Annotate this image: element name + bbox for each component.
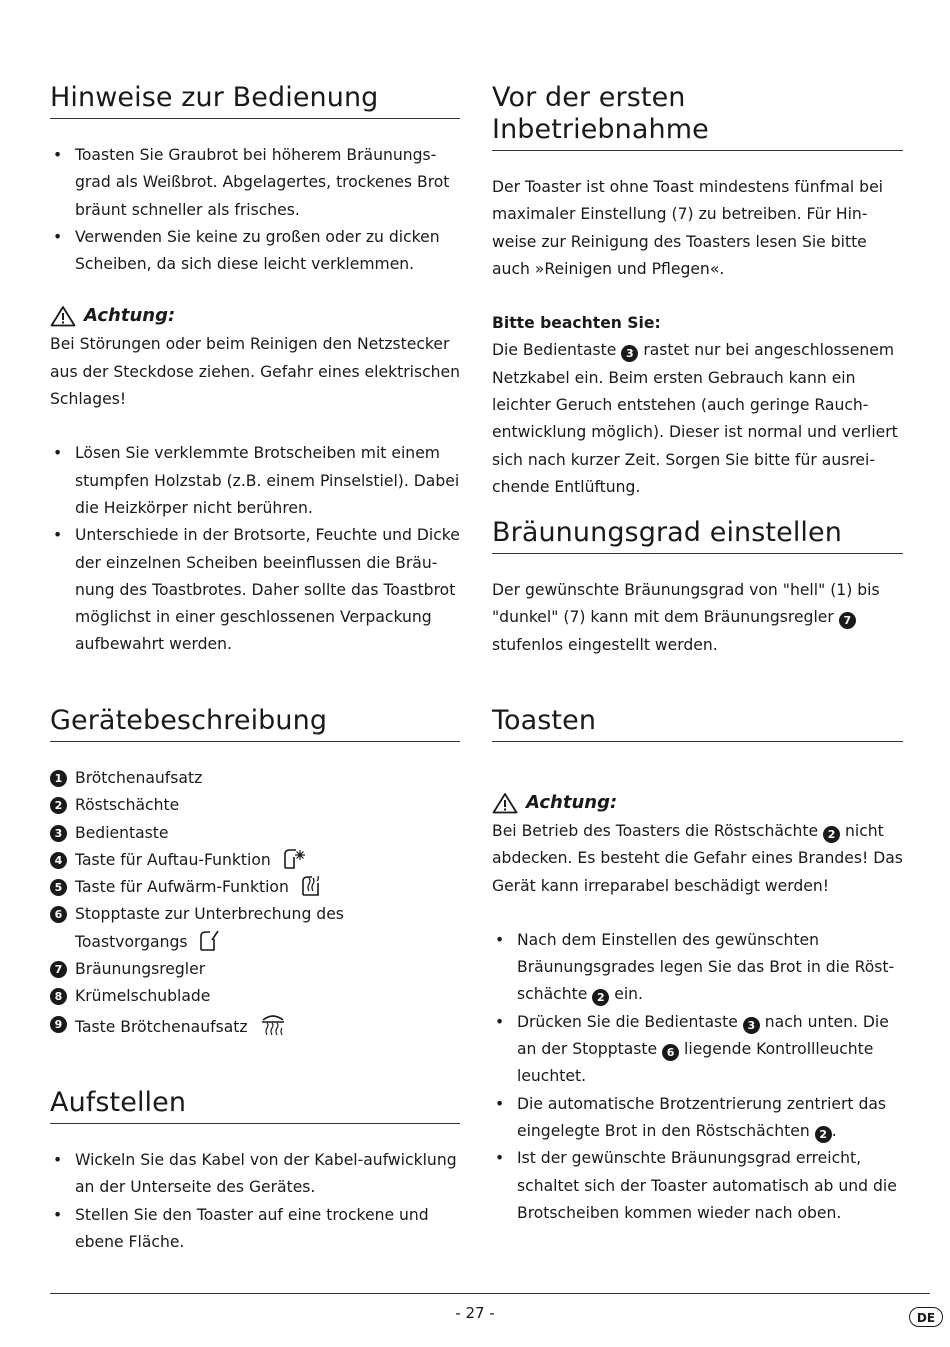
first-use-section [492,82,903,501]
list-item: • Lösen Sie verklemmte Brotscheiben mit einem stumpfen Holzstab (z.B. einem Pinselstiel). Dabei die Heizkörper nicht berühren. [50,440,460,522]
part-item [50,847,460,874]
warning-heading [492,790,903,816]
warning-text: Bei Störungen oder beim Reinigen den Netzstecker aus der Steckdose ziehen. Gefahr eines elektrischen Schlages! [50,335,461,409]
toasting-bullets [492,927,903,1227]
warning-label: Achtung: [526,792,618,813]
warning-heading [50,303,460,329]
note-text: Die Bedientaste 3 rastet nur bei angeschlossenem Netzkabel ein. Beim ersten Gebrauch kann ein leichter Geruch entstehen (auch geringe Rauch-entwicklung möglich). Dieser ist normal und verliert sich nach kurzer Zeit. Sorgen Sie bitte für ausrei-chende Entlüftung. [492,341,898,496]
part-number: 3 [743,1017,760,1034]
part-label: Röstschächte [75,796,180,815]
part-number: 2 [592,989,609,1006]
warning-label: Achtung: [84,305,176,327]
setup-bullets [50,1147,460,1256]
description-section [50,705,460,1041]
part-item [50,901,460,956]
part-item [50,983,460,1010]
part-number: 9 [50,1016,67,1033]
list-item: • Drücken Sie die Bedientaste 3 nach unten. Die an der Stopptaste 6 liegende Kontrollleuchte leuchtet. [492,1009,903,1091]
toasting-section [492,705,903,1227]
defrost-icon [282,848,306,870]
part-number: 2 [823,826,840,843]
part-label: Krümelschublade [75,987,211,1006]
list-item: • Verwenden Sie keine zu großen oder zu dicken Scheiben, da sich diese leicht verklemmen. [50,224,460,279]
reheat-icon [300,875,324,897]
list-item: • Die automatische Brotzentrierung zentriert das eingelegte Brot in den Röstschächten 2 . [492,1091,903,1146]
part-label: Brötchenaufsatz [75,769,203,787]
part-number: 8 [50,988,67,1005]
part-item [50,874,460,901]
usage-heading: Hinweise zur Bedienung [50,82,460,119]
list-item: • Unterschiede in der Brotsorte, Feuchte und Dicke der einzelnen Scheiben beeinflussen die Bräu-nung des Toastbrotes. Daher sollte das Toastbrot möglichst in einer geschlossenen Verpackung aufbewahrt werden. [50,522,460,658]
part-label: Stopptaste zur Unterbrechung des Toastvorgangs [75,905,344,951]
language-badge: DE [909,1307,943,1327]
footer-divider [50,1293,930,1294]
part-number: 2 [815,1126,832,1143]
part-item [50,1011,460,1041]
usage-section [50,82,460,659]
part-number: 3 [621,345,638,362]
first-use-heading: Vor der ersten Inbetriebnahme [492,82,903,151]
part-item [50,792,460,819]
warning-icon [492,792,518,814]
toasting-heading: Toasten [492,705,903,742]
browning-section [492,517,903,659]
part-number: 7 [50,961,67,978]
browning-text: Der gewünschte Bräunungsgrad von "hell" (1) bis "dunkel" (7) kann mit dem Bräunungsregler 7 stufenlos eingestellt werden. [492,581,880,654]
setup-section [50,1087,460,1256]
stop-icon [198,930,222,952]
part-number: 6 [50,906,67,923]
first-use-text: Der Toaster ist ohne Toast mindestens fünfmal bei maximaler Einstellung (7) zu betreiben. Für Hin-weise zur Reinigung des Toasters lesen Sie bitte auch »Reinigen und Pflegen«. [492,178,883,278]
setup-heading: Aufstellen [50,1087,460,1124]
list-item: • Ist der gewünschte Bräunungsgrad erreicht, schaltet sich der Toaster automatisch ab und die Brotscheiben kommen wieder nach oben. [492,1145,903,1227]
part-label: Taste für Aufwärm-Funktion [75,878,289,897]
part-number: 2 [50,797,67,814]
part-item [50,820,460,847]
browning-heading: Bräunungsgrad einstellen [492,517,903,554]
note-label: Bitte beachten Sie: [492,314,661,333]
part-number: 6 [662,1044,679,1061]
part-label: Bedientaste [75,823,169,842]
warning-icon [50,305,76,327]
part-number: 1 [50,770,67,787]
part-number: 7 [839,612,856,629]
list-item: • Wickeln Sie das Kabel von der Kabel-aufwicklung an der Unterseite des Gerätes. [50,1147,460,1202]
part-label: Bräunungsregler [75,960,206,979]
warning-text: Bei Betrieb des Toasters die Röstschächte 2 nicht abdecken. Es besteht die Gefahr eines Brandes! Das Gerät kann irreparabel beschädigt werden! [492,822,903,895]
usage-bullets-1 [50,142,460,278]
part-number: 5 [50,879,67,896]
part-label: Taste für Auftau-Funktion [75,850,271,869]
part-number: 4 [50,852,67,869]
part-label: Taste Brötchenaufsatz [75,1017,248,1036]
list-item: • Nach dem Einstellen des gewünschten Bräunungsgrades legen Sie das Brot in die Röst-schächte 2 ein. [492,927,903,1009]
description-heading: Gerätebeschreibung [50,705,460,742]
part-item [50,956,460,983]
page-number: - 27 - [455,1304,495,1322]
list-item: • Stellen Sie den Toaster auf eine trockene und ebene Fläche. [50,1202,460,1257]
bun-warmer-icon [259,1011,287,1037]
part-number: 3 [50,825,67,842]
usage-bullets-2 [50,440,460,658]
parts-list [50,765,460,1041]
list-item: • Toasten Sie Graubrot bei höherem Bräunungs-grad als Weißbrot. Abgelagertes, trockenes Brot bräunt schneller als frisches. [50,142,460,224]
part-item [50,765,460,792]
